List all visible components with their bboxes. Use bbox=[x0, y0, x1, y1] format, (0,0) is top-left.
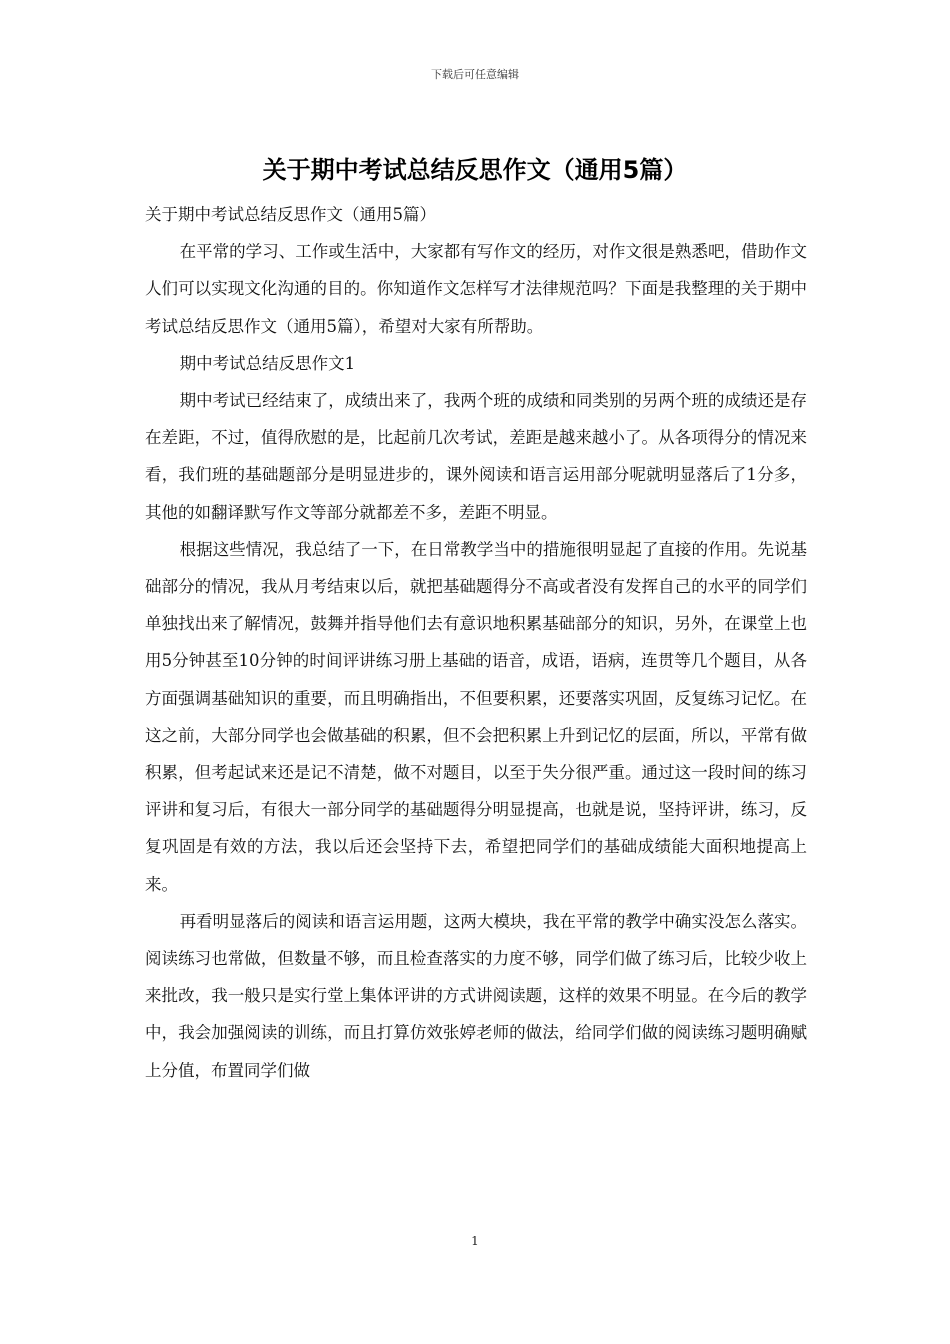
paragraph-intro: 在平常的学习、工作或生活中，大家都有写作文的经历，对作文很是熟悉吧，借助作文人们可以实现文化沟通的目的。你知道作文怎样写才法律规范吗？下面是我整理的关于期中考试总结反思作文（通用5篇），希望对大家有所帮助。 bbox=[145, 242, 807, 336]
subtitle-line: 关于期中考试总结反思作文（通用5篇） bbox=[145, 205, 436, 224]
page-number: 1 bbox=[471, 1234, 479, 1248]
paragraph: 根据这些情况，我总结了一下，在日常教学当中的措施很明显起了直接的作用。先说基础部分的情况，我从月考结束以后，就把基础题得分不高或者没有发挥自己的水平的同学们单独找出来了解情况，鼓舞并指导他们去有意识地积累基础部分的知识，另外，在课堂上也用5分钟甚至10分钟的时间评讲练习册上基础的语音，成语，语病，连贯等几个题目，从各方面强调基础知识的重要，而且明确指出，不但要积累，还要落实巩固，反复练习记忆。在这之前，大部分同学也会做基础的积累，但不会把积累上升到记忆的层面，所以，平常有做积累，但考起试来还是记不清楚，做不对题目，以至于失分很严重。通过这一段时间的练习评讲和复习后，有很大一部分同学的基础题得分明显提高，也就是说，坚持评讲，练习，反复巩固是有效的方法，我以后还会坚持下去，希望把同学们的基础成绩能大面积地提高上来。 bbox=[145, 539, 807, 894]
header-note: 下载后可任意编辑 bbox=[431, 68, 519, 81]
paragraph: 再看明显落后的阅读和语言运用题，这两大模块，我在平常的教学中确实没怎么落实。阅读练习也常做，但数量不够，而且检查落实的力度不够，同学们做了练习后，比较少收上来批改，我一般只是实行堂上集体评讲的方式讲阅读题，这样的效果不明显。在今后的教学中，我会加强阅读的训练，而且打算仿效张婷老师的做法，给同学们做的阅读练习题明确赋上分值，布置同学们做 bbox=[145, 911, 807, 1080]
paragraph: 期中考试已经结束了，成绩出来了，我两个班的成绩和同类别的另两个班的成绩还是存在差距，不过，值得欣慰的是，比起前几次考试，差距是越来越小了。从各项得分的情况来看，我们班的基础题部分是明显进步的，课外阅读和语言运用部分呢就明显落后了1分多，其他的如翻译默写作文等部分就都差不多，差距不明显。 bbox=[145, 391, 807, 522]
document-title: 关于期中考试总结反思作文（通用5篇） bbox=[262, 156, 688, 184]
document-body bbox=[145, 196, 807, 1089]
section-heading: 期中考试总结反思作文1 bbox=[179, 353, 356, 373]
